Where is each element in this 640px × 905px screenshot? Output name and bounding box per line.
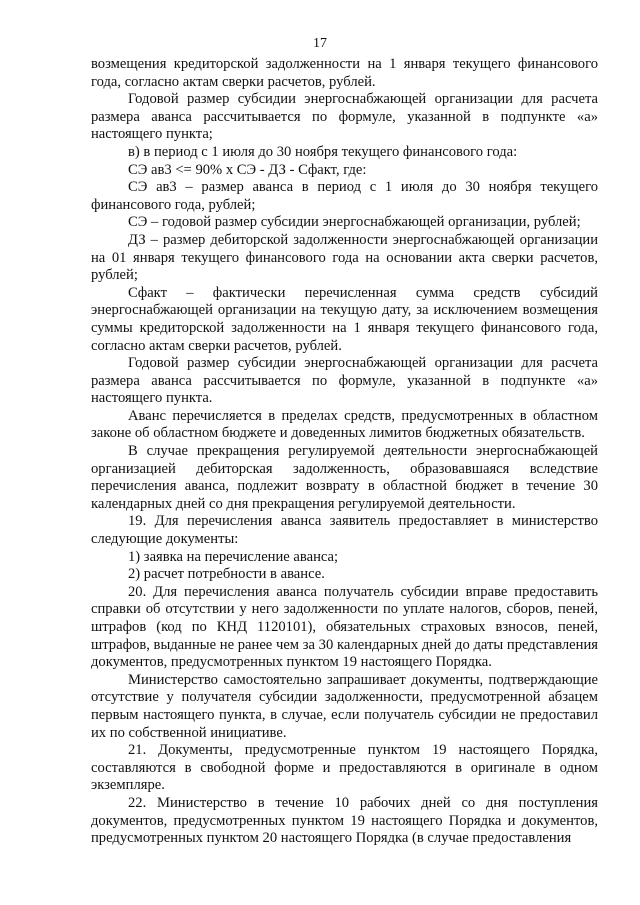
formula-term: СЭ – годовой размер субсидии энергоснабжающей организации, рублей; (128, 214, 581, 231)
paragraph: возмещения кредиторской задолженности на 1 января текущего финансового года, согласно актам сверки расчетов, рублей. (91, 56, 598, 90)
page-number: 17 (313, 36, 327, 51)
clause-20: 20. Для перечисления аванса получатель субсидии вправе предоставить справки об отсутствии у него задолженности по уплате налогов, сборов, пеней, штрафов (код по КНД 1120101), обязательных страховых взносов, пеней, штрафов, выданные не ранее чем за 30 календарных дней до даты представления документов, предусмотренных пунктом 19 настоящего Порядка. (91, 583, 598, 671)
clause-21: 21. Документы, предусмотренные пунктом 19 настоящего Порядка, составляются в свободной форме и предоставляются в оригинале в одном экземпляре. (91, 742, 598, 794)
paragraph: В случае прекращения регулируемой деятельности энергоснабжающей организацией дебиторская задолженность, образовавшаяся вследствие перечисления аванса, подлежит возврату в областной бюджет в течение 30 календарных дней со дня прекращения регулируемой деятельности. (91, 443, 598, 512)
clause-19: 19. Для перечисления аванса заявитель предоставляет в министерство следующие документы: (91, 513, 598, 548)
subclause-v: в) в период с 1 июля до 30 ноября текущего финансового года: (128, 143, 518, 160)
list-item: 2) расчет потребности в авансе. (128, 566, 325, 583)
list-item: 1) заявка на перечисление аванса; (128, 548, 339, 565)
paragraph: Годовой размер субсидии энергоснабжающей организации для расчета размера аванса рассчитывается по формуле, указанной в подпункте «а» настоящего пункта. (91, 355, 598, 407)
formula-term: ДЗ – размер дебиторской задолженности энергоснабжающей организации на 01 января текущего финансового года на основании акта сверки расчетов, рублей; (91, 231, 598, 284)
document-body (91, 56, 598, 848)
formula-term: Сфакт – фактически перечисленная сумма средств субсидий энергоснабжающей организации на текущую дату, за исключением возмещения суммы кредиторской задолженности на 1 января текущего финансового года, согласно актам сверки расчетов, рублей. (91, 284, 598, 354)
paragraph: Годовой размер субсидии энергоснабжающей организации для расчета размера аванса рассчитывается по формуле, указанной в подпункте «а» настоящего пункта; (91, 91, 598, 143)
formula: СЭ ав3 <= 90% x СЭ - ДЗ - Сфакт, где: (128, 161, 367, 178)
paragraph: Министерство самостоятельно запрашивает документы, подтверждающие отсутствие у получателя субсидии задолженности, предусмотренной абзацем первым настоящего пункта, в случае, если получатель субсидии не предоставил их по собственной инициативе. (91, 671, 598, 741)
clause-22: 22. Министерство в течение 10 рабочих дней со дня поступления документов, предусмотренных пунктом 19 настоящего Порядка и документов, предусмотренных пунктом 20 настоящего Порядка (в случае предоставления (91, 794, 598, 847)
formula-term: СЭ ав3 – размер аванса в период с 1 июля до 30 ноября текущего финансового года, рублей; (91, 179, 598, 213)
paragraph: Аванс перечисляется в пределах средств, предусмотренных в областном законе об областном бюджете и доведенных лимитов бюджетных обязательств. (91, 407, 598, 442)
